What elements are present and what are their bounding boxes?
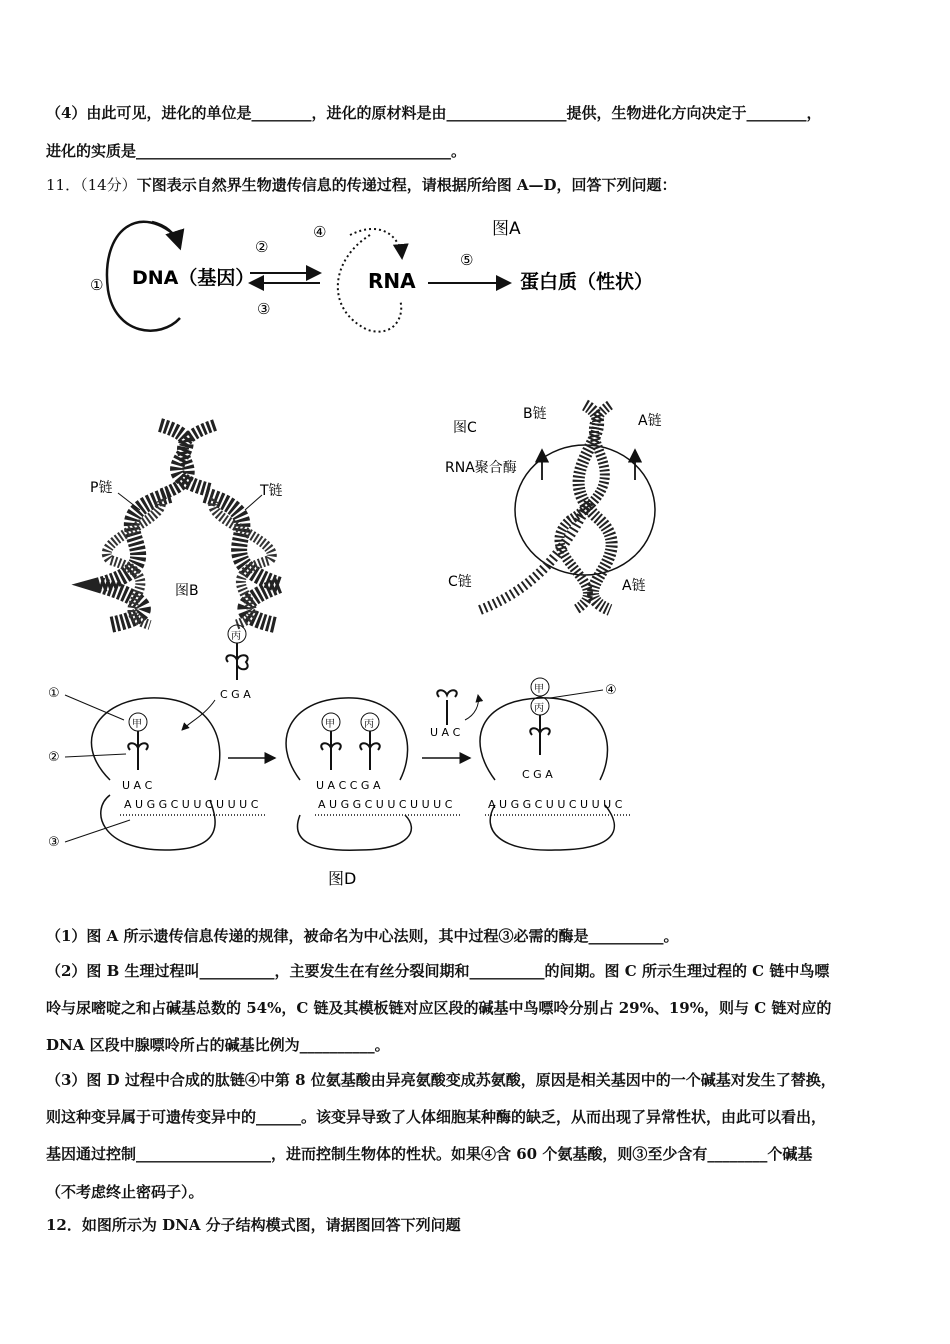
q12-stem: 12．如图所示为 DNA 分子结构模式图，请据图回答下列问题 <box>46 1216 461 1234</box>
step-1-label: ① <box>90 276 104 294</box>
figure-d-label: 图D <box>328 869 357 888</box>
q11-score: （14分） <box>80 176 137 194</box>
q11-part3-line1: （3）图 D 过程中合成的肽链④中第 8 位氨基酸由异亮氨酸变成苏氨酸，原因是相关基因中的一个碱基对发生了替换， <box>46 1071 836 1089</box>
t-chain-label: T链 <box>260 483 283 499</box>
c-chain-label: C链 <box>448 574 472 590</box>
ribosome-3-trna <box>530 715 550 755</box>
a-chain-bottom-label: A链 <box>622 578 646 594</box>
ribosome-3-small <box>490 805 614 850</box>
mrna-sequence-3: A U G G C U U C U U U C <box>488 798 623 811</box>
figure-a-label: 图A <box>492 219 521 239</box>
q11-part1: （1）图 A 所示遗传信息传递的规律，被命名为中心法则，其中过程③必需的酶是__________。 <box>46 927 679 945</box>
ribosome-3-anticodon: C G A <box>522 768 553 781</box>
figure-c-label: 图C <box>453 420 477 436</box>
ribosome-1-large <box>91 698 219 780</box>
marker-2: ② <box>48 750 60 765</box>
ribosome-3-bing-text: 丙 <box>534 703 544 714</box>
ribosome-2-jia-text: 甲 <box>325 719 335 730</box>
mrna-sequence-1: A U G G C U U C U U U C <box>124 798 259 811</box>
protein-label: 蛋白质（性状） <box>520 271 654 293</box>
rna-label: RNA <box>368 269 416 293</box>
ribosome-2-small <box>298 815 412 850</box>
q10-part4-line2: 进化的实质是__________________________________________。 <box>46 142 467 160</box>
figure-b-label: 图B <box>175 583 199 599</box>
figure-d <box>48 625 630 888</box>
ribosome-1-jia-text: 甲 <box>132 719 142 730</box>
q11-part3-line2: 则这种变异属于可遗传变异中的______。该变异导致了人体细胞某种酶的缺乏，从而出现了异常性状，由此可以看出， <box>46 1108 827 1126</box>
free-trna-cga-anticodon: C G A <box>220 688 251 701</box>
marker-1: ① <box>48 686 60 701</box>
ribosome-2-large <box>286 698 408 780</box>
rna-polymerase-label: RNA聚合酶 <box>445 460 517 476</box>
q11-part3-line3: 基因通过控制__________________，进而控制生物体的性状。如果④含 60 个氨基酸，则③至少含有________个碱基 <box>46 1145 813 1163</box>
rna-polymerase-shape <box>515 445 655 575</box>
dna-label: DNA（基因） <box>132 267 255 289</box>
mrna-sequence-2: A U G G C U U C U U U C <box>318 798 453 811</box>
q10-part4-line1: （4）由此可见，进化的单位是________，进化的原材料是由________________提供，生物进化方向决定于________， <box>46 104 822 122</box>
rna-replication-arrow <box>350 229 402 258</box>
step-4-label: ④ <box>313 223 327 241</box>
figure-a <box>90 219 653 332</box>
figure-b <box>90 425 283 625</box>
q11-text: 下图表示自然界生物遗传信息的传递过程，请根据所给图 A—D，回答下列问题： <box>136 176 677 194</box>
marker-2-pointer <box>65 754 126 757</box>
ribosome-1-anticodon: U A C <box>122 779 153 792</box>
step-5-label: ⑤ <box>460 251 474 269</box>
leaving-trna-body <box>437 690 457 725</box>
free-trna-bing-text: 丙 <box>231 631 241 642</box>
ribosome-2-trnas <box>321 731 380 770</box>
step-3-label: ③ <box>257 300 271 318</box>
q11-part3-line4: （不考虑终止密码子）。 <box>46 1183 204 1201</box>
a-chain-top-label: A链 <box>638 413 662 429</box>
q11-part2-line1: （2）图 B 生理过程叫__________，主要发生在有丝分裂间期和__________的间期。图 C 所示生理过程的 C 链中鸟嘌 <box>46 962 830 980</box>
q11-part2-line2: 呤与尿嘧啶之和占碱基总数的 54%，C 链及其模板链对应区段的碱基中鸟嘌呤分别占 29%、19%，则与 C 链对应的 <box>46 999 832 1017</box>
figure-c <box>445 405 662 610</box>
leaving-trna-arrow <box>465 695 478 720</box>
b-chain-label: B链 <box>523 406 547 422</box>
marker-4-pointer <box>550 690 603 698</box>
leaving-trna-anticodon: U A C <box>430 726 461 739</box>
free-trna-cga-body <box>226 643 247 680</box>
q11-part2-line3: DNA 区段中腺嘌呤所占的碱基比例为__________。 <box>46 1036 390 1054</box>
marker-3-pointer <box>65 820 130 842</box>
q11-number: 11． <box>46 176 81 194</box>
ribosome-2-anticodon: U A C C G A <box>316 779 381 792</box>
step-2-label: ② <box>255 238 269 256</box>
marker-3: ③ <box>48 835 60 850</box>
daughter-helix-right <box>205 495 280 625</box>
p-chain-label: P链 <box>90 480 113 496</box>
ribosome-3-jia-text: 甲 <box>534 684 544 695</box>
ribosome-1-trna <box>128 731 148 770</box>
ribosome-2-bing-text: 丙 <box>364 719 374 730</box>
marker-4: ④ <box>605 683 617 698</box>
